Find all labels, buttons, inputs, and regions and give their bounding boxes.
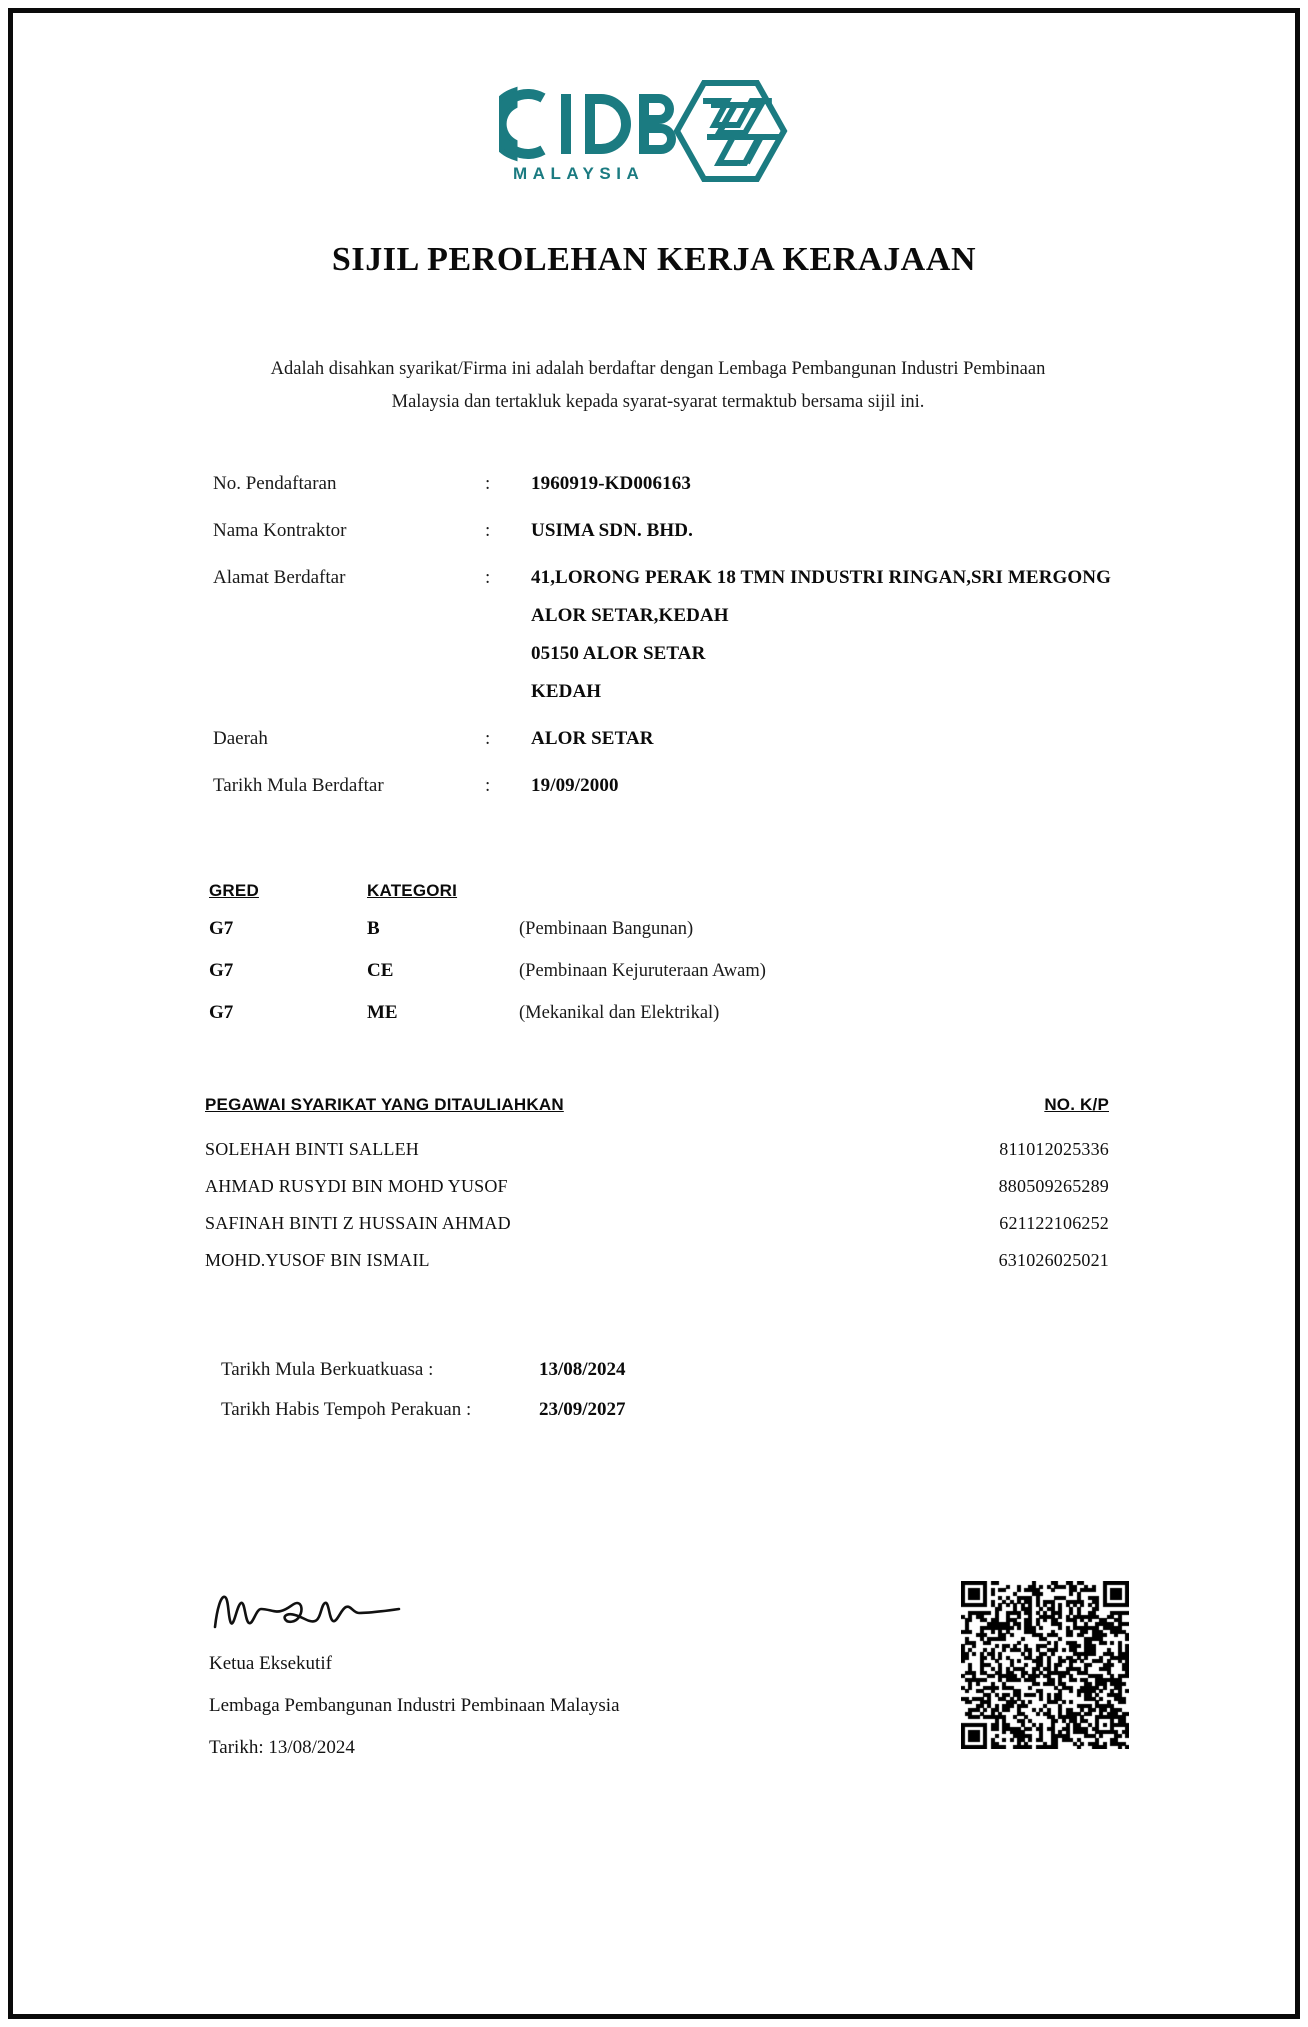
signature-block bbox=[209, 1579, 829, 1779]
address-line: ALOR SETAR,KEDAH bbox=[531, 605, 729, 626]
detail-label: Alamat Berdaftar bbox=[213, 567, 346, 588]
address-line: 05150 ALOR SETAR bbox=[531, 643, 706, 664]
category-code: CE bbox=[367, 960, 394, 981]
cidb-logo-icon bbox=[499, 75, 809, 187]
grade-value: G7 bbox=[209, 918, 234, 939]
address-line: 41,LORONG PERAK 18 TMN INDUSTRI RINGAN,SRI MERGONG bbox=[531, 567, 1111, 588]
validity-value-expiry: 23/09/2027 bbox=[539, 1399, 626, 1420]
table-row bbox=[209, 960, 1169, 982]
page-title: SIJIL PEROLEHAN KERJA KERAJAAN bbox=[331, 241, 977, 278]
validity-value-start: 13/08/2024 bbox=[539, 1359, 626, 1380]
signature-icon bbox=[209, 1579, 429, 1641]
address-line: KEDAH bbox=[531, 681, 602, 702]
category-description: (Mekanikal dan Elektrikal) bbox=[519, 1003, 720, 1023]
validity-row-start bbox=[221, 1359, 921, 1381]
detail-row-alamat-berdaftar bbox=[213, 565, 1213, 705]
authorised-officers-table bbox=[205, 1095, 1205, 1287]
category-code: ME bbox=[367, 1002, 398, 1023]
table-row bbox=[205, 1176, 1205, 1197]
header-gred: GRED bbox=[209, 881, 259, 900]
detail-colon: : bbox=[485, 520, 491, 541]
certificate-frame bbox=[8, 8, 1300, 2019]
intro-line-1: Adalah disahkan syarikat/Firma ini adalah berdaftar dengan Lembaga Pembangunan Industri Pembinaan bbox=[270, 359, 1046, 379]
header-kategori: KATEGORI bbox=[367, 881, 458, 900]
signatory-organisation: Lembaga Pembangunan Industri Pembinaan Malaysia bbox=[209, 1695, 620, 1716]
grade-value: G7 bbox=[209, 960, 234, 981]
signature-date: Tarikh: 13/08/2024 bbox=[209, 1737, 355, 1758]
validity-dates bbox=[221, 1359, 921, 1439]
officer-ic: 631026025021 bbox=[998, 1250, 1109, 1270]
validity-label: Tarikh Habis Tempoh Perakuan : bbox=[221, 1399, 472, 1420]
table-row bbox=[205, 1213, 1205, 1234]
detail-colon: : bbox=[485, 775, 491, 796]
detail-value-tarikh-mula-berdaftar: 19/09/2000 bbox=[531, 775, 619, 796]
detail-value-no-pendaftaran: 1960919-KD006163 bbox=[531, 473, 691, 494]
intro-line-2: Malaysia dan tertakluk kepada syarat-syarat termaktub bersama sijil ini. bbox=[391, 392, 925, 412]
table-row bbox=[209, 1002, 1169, 1024]
detail-row-no-pendaftaran bbox=[213, 471, 1213, 497]
detail-label: Nama Kontraktor bbox=[213, 520, 347, 541]
detail-colon: : bbox=[485, 473, 491, 494]
header-description bbox=[519, 881, 1169, 901]
detail-label: Daerah bbox=[213, 728, 268, 749]
validity-label: Tarikh Mula Berkuatkuasa : bbox=[221, 1359, 434, 1380]
detail-value-daerah: ALOR SETAR bbox=[531, 728, 654, 749]
officer-name: MOHD.YUSOF BIN ISMAIL bbox=[205, 1250, 430, 1270]
signatory-title: Ketua Eksekutif bbox=[209, 1653, 332, 1674]
detail-label: No. Pendaftaran bbox=[213, 473, 337, 494]
detail-row-daerah bbox=[213, 726, 1213, 752]
table-row bbox=[205, 1139, 1205, 1160]
certificate-body bbox=[13, 13, 1295, 2014]
table-row bbox=[205, 1250, 1205, 1271]
officers-table-header bbox=[205, 1095, 1205, 1115]
detail-colon: : bbox=[485, 567, 491, 588]
officer-ic: 880509265289 bbox=[998, 1176, 1109, 1196]
detail-colon: : bbox=[485, 728, 491, 749]
table-row bbox=[209, 918, 1169, 940]
registration-details bbox=[213, 471, 1213, 820]
signature-mark bbox=[209, 1579, 829, 1647]
intro-paragraph bbox=[203, 353, 1113, 419]
header-officer-ic: NO. K/P bbox=[1044, 1095, 1109, 1114]
detail-value-nama-kontraktor: USIMA SDN. BHD. bbox=[531, 520, 693, 541]
qr-code bbox=[957, 1577, 1133, 1753]
grade-value: G7 bbox=[209, 1002, 234, 1023]
officer-name: AHMAD RUSYDI BIN MOHD YUSOF bbox=[205, 1176, 508, 1196]
detail-value-alamat-berdaftar bbox=[531, 565, 1111, 705]
svg-text:MALAYSIA: MALAYSIA bbox=[513, 164, 645, 183]
detail-label: Tarikh Mula Berdaftar bbox=[213, 775, 384, 796]
qr-code-image bbox=[961, 1581, 1129, 1749]
detail-row-nama-kontraktor bbox=[213, 518, 1213, 544]
header-officer-name: PEGAWAI SYARIKAT YANG DITAULIAHKAN bbox=[205, 1095, 564, 1114]
category-code: B bbox=[367, 918, 380, 939]
officer-ic: 811012025336 bbox=[999, 1139, 1109, 1159]
grade-category-table bbox=[209, 881, 1169, 1044]
validity-row-expiry bbox=[221, 1399, 921, 1421]
officer-name: SAFINAH BINTI Z HUSSAIN AHMAD bbox=[205, 1213, 511, 1233]
officer-ic: 621122106252 bbox=[999, 1213, 1109, 1233]
category-description: (Pembinaan Bangunan) bbox=[519, 919, 694, 939]
grade-table-header bbox=[209, 881, 1169, 901]
detail-row-tarikh-mula-berdaftar bbox=[213, 773, 1213, 799]
category-description: (Pembinaan Kejuruteraan Awam) bbox=[519, 961, 766, 981]
officer-name: SOLEHAH BINTI SALLEH bbox=[205, 1139, 419, 1159]
cidb-logo bbox=[13, 75, 1295, 187]
